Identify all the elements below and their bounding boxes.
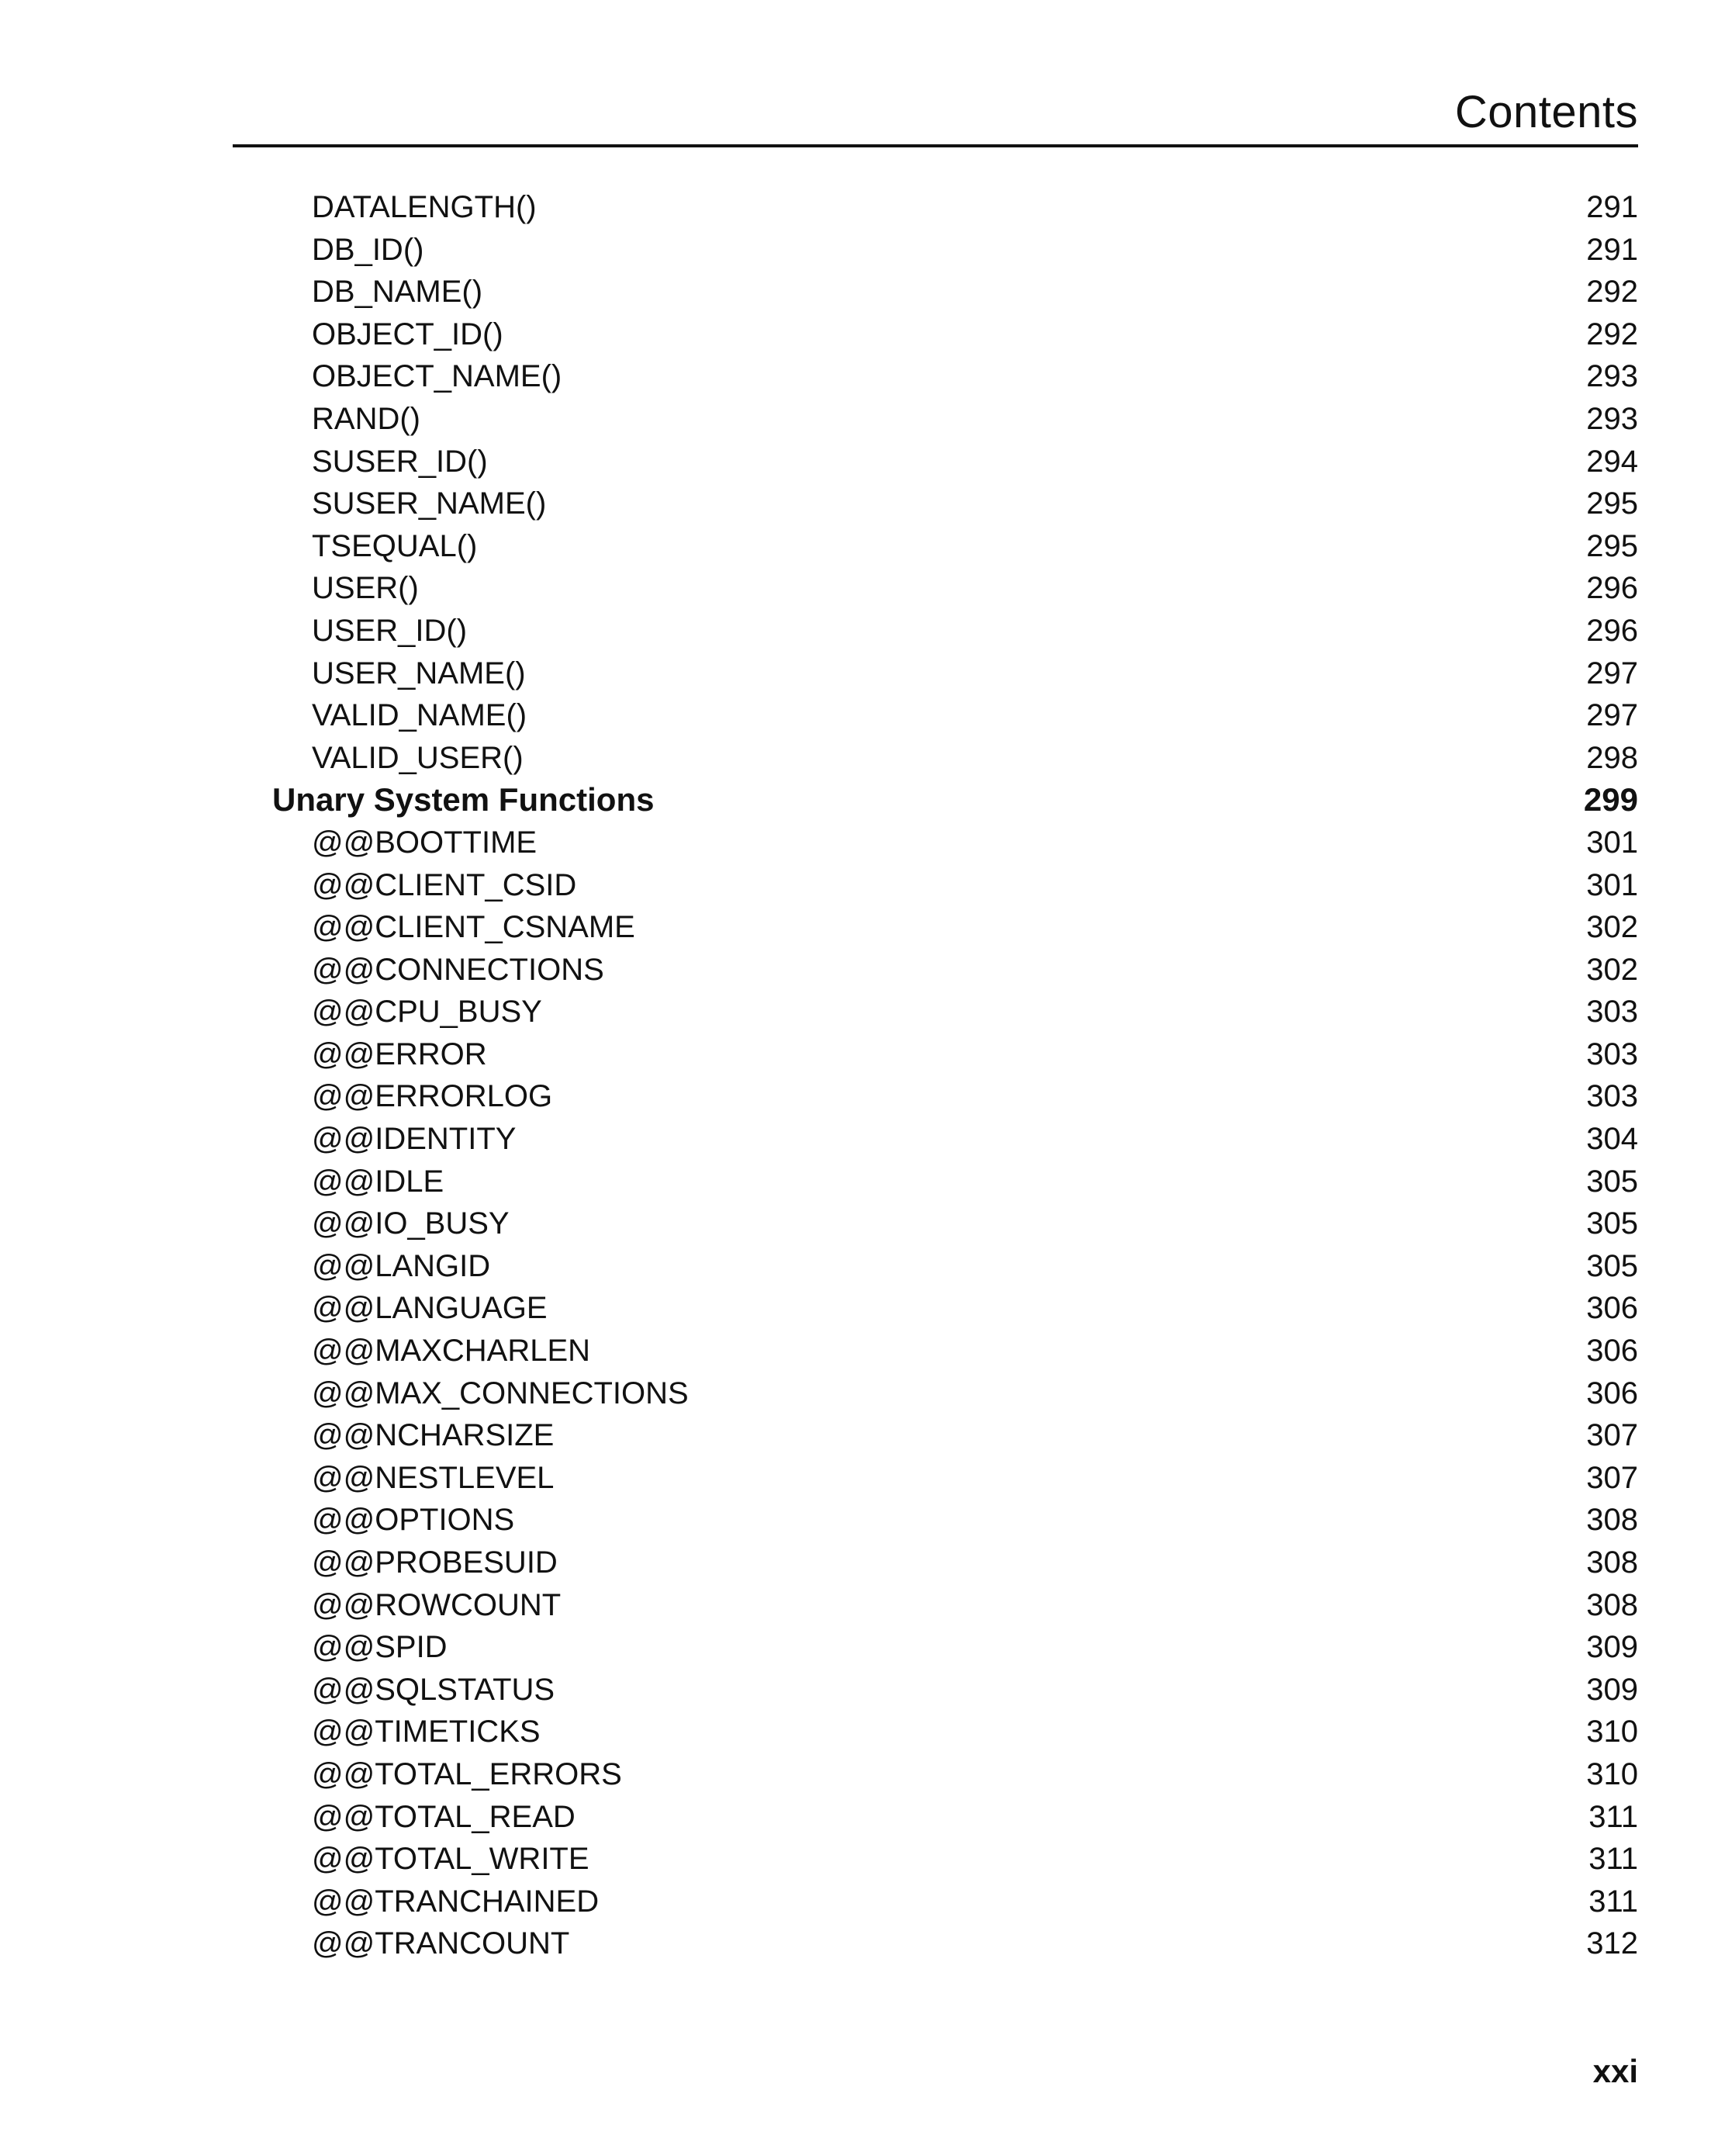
toc-entry-page-number: 303 <box>1586 995 1638 1030</box>
toc-entry <box>0 1330 1718 1372</box>
toc-entry-page-number: 310 <box>1586 1756 1638 1791</box>
toc-entry-title: Unary System Functions <box>272 781 655 818</box>
toc-entry <box>0 1161 1718 1203</box>
toc-entry-page-number: 291 <box>1586 190 1638 224</box>
toc-entry-title: @@LANGUAGE <box>312 1291 548 1326</box>
toc-entry-title: SUSER_NAME() <box>312 486 547 521</box>
toc-entry <box>0 1922 1718 1965</box>
toc-entry-title: USER_NAME() <box>312 656 526 690</box>
toc-entry <box>0 1075 1718 1118</box>
toc-entry <box>0 1881 1718 1923</box>
toc-entry-page-number: 308 <box>1586 1587 1638 1622</box>
toc-entry <box>0 1669 1718 1711</box>
toc-entry-title: @@OPTIONS <box>312 1503 515 1538</box>
toc-entry-page-number: 308 <box>1586 1503 1638 1538</box>
toc-entry-title: USER() <box>312 571 419 606</box>
toc-entry-page-number: 291 <box>1586 232 1638 267</box>
toc-entry-title: @@IDENTITY <box>312 1122 517 1157</box>
toc-entry-page-number: 299 <box>1583 781 1638 818</box>
toc-entry-page-number: 309 <box>1586 1630 1638 1665</box>
toc-entry-title: @@LANGID <box>312 1248 491 1283</box>
toc-entry-page-number: 302 <box>1586 910 1638 945</box>
toc-entry-page-number: 312 <box>1586 1926 1638 1961</box>
toc-entry <box>0 441 1718 483</box>
toc-entry <box>0 313 1718 356</box>
toc-entry-page-number: 295 <box>1586 528 1638 563</box>
toc-entry <box>0 525 1718 568</box>
page-folio: xxi <box>1592 2053 1638 2089</box>
toc-entry-page-number: 305 <box>1586 1206 1638 1241</box>
toc-entry-page-number: 305 <box>1586 1164 1638 1199</box>
toc-entry <box>0 355 1718 398</box>
toc-entry-page-number: 298 <box>1586 740 1638 775</box>
toc-entry <box>0 186 1718 229</box>
toc-entry-page-number: 311 <box>1588 1799 1638 1834</box>
toc-entry <box>0 1372 1718 1415</box>
toc-entry <box>0 1711 1718 1753</box>
toc-entry <box>0 652 1718 695</box>
header-rule <box>233 144 1638 147</box>
toc-entry-title: @@CPU_BUSY <box>312 995 542 1030</box>
toc-entry-page-number: 295 <box>1586 486 1638 521</box>
toc-entry-page-number: 301 <box>1586 867 1638 902</box>
toc-entry-title: @@TIMETICKS <box>312 1715 541 1749</box>
toc-entry <box>0 1838 1718 1881</box>
toc-entry-title: @@CONNECTIONS <box>312 952 604 987</box>
toc-entry <box>0 1499 1718 1542</box>
toc-entry-title: @@NCHARSIZE <box>312 1418 555 1453</box>
toc-entry-page-number: 308 <box>1586 1545 1638 1580</box>
toc-entry-page-number: 294 <box>1586 444 1638 479</box>
toc-entry <box>0 949 1718 991</box>
toc-entry <box>0 1796 1718 1839</box>
toc-entry-title: @@ROWCOUNT <box>312 1587 562 1622</box>
toc-entry-page-number: 296 <box>1586 613 1638 648</box>
toc-entry-page-number: 305 <box>1586 1248 1638 1283</box>
toc-entry-page-number: 303 <box>1586 1036 1638 1071</box>
toc-entry-title: USER_ID() <box>312 613 468 648</box>
toc-entry-title: OBJECT_ID() <box>312 317 503 351</box>
toc-entry <box>0 229 1718 272</box>
toc-entry <box>0 1118 1718 1161</box>
toc-entry-page-number: 292 <box>1586 275 1638 310</box>
toc-entry-title: @@CLIENT_CSID <box>312 867 577 902</box>
toc-entry-title: @@TOTAL_READ <box>312 1799 576 1834</box>
toc-entry-page-number: 293 <box>1586 401 1638 436</box>
toc-entry-title: @@BOOTTIME <box>312 825 538 860</box>
toc-entry-title: @@ERROR <box>312 1036 487 1071</box>
toc-entry-title: @@PROBESUID <box>312 1545 558 1580</box>
running-head: Contents <box>1454 87 1638 137</box>
toc-entry-page-number: 304 <box>1586 1122 1638 1157</box>
toc-entry-title: @@SQLSTATUS <box>312 1672 555 1707</box>
toc-entry-page-number: 307 <box>1586 1460 1638 1495</box>
toc-entry <box>0 1584 1718 1627</box>
toc-entry-page-number: 292 <box>1586 317 1638 351</box>
toc-entry <box>0 1542 1718 1584</box>
toc-entry <box>0 1203 1718 1245</box>
table-of-contents <box>0 186 1718 1965</box>
toc-entry-title: @@TOTAL_WRITE <box>312 1842 589 1877</box>
toc-entry-title: @@TRANCHAINED <box>312 1884 600 1919</box>
toc-entry <box>0 864 1718 907</box>
toc-entry <box>0 991 1718 1033</box>
toc-entry-page-number: 310 <box>1586 1715 1638 1749</box>
toc-entry-title: @@SPID <box>312 1630 448 1665</box>
toc-entry-title: OBJECT_NAME() <box>312 359 562 394</box>
toc-section-entry <box>0 779 1718 822</box>
toc-entry <box>0 271 1718 313</box>
toc-entry-page-number: 311 <box>1588 1884 1638 1919</box>
toc-entry-page-number: 306 <box>1586 1376 1638 1410</box>
toc-entry-page-number: 301 <box>1586 825 1638 860</box>
toc-entry-page-number: 306 <box>1586 1291 1638 1326</box>
toc-entry-title: VALID_USER() <box>312 740 524 775</box>
toc-entry-page-number: 296 <box>1586 571 1638 606</box>
toc-entry <box>0 1033 1718 1076</box>
toc-entry-title: @@CLIENT_CSNAME <box>312 910 635 945</box>
toc-entry-title: DATALENGTH() <box>312 190 537 224</box>
toc-entry <box>0 398 1718 441</box>
toc-entry <box>0 567 1718 610</box>
toc-entry <box>0 1753 1718 1796</box>
toc-entry-title: DB_NAME() <box>312 275 483 310</box>
toc-entry <box>0 483 1718 525</box>
toc-entry-title: RAND() <box>312 401 420 436</box>
toc-entry-title: @@TOTAL_ERRORS <box>312 1756 622 1791</box>
toc-entry-title: @@ERRORLOG <box>312 1079 553 1114</box>
toc-entry <box>0 737 1718 780</box>
toc-entry <box>0 610 1718 652</box>
toc-entry-page-number: 302 <box>1586 952 1638 987</box>
toc-entry-title: DB_ID() <box>312 232 424 267</box>
toc-entry-page-number: 293 <box>1586 359 1638 394</box>
toc-entry-page-number: 311 <box>1588 1842 1638 1877</box>
toc-entry-page-number: 306 <box>1586 1334 1638 1369</box>
toc-entry-page-number: 297 <box>1586 656 1638 690</box>
toc-entry <box>0 1414 1718 1457</box>
toc-entry-page-number: 309 <box>1586 1672 1638 1707</box>
toc-entry-title: @@NESTLEVEL <box>312 1460 555 1495</box>
toc-entry-page-number: 307 <box>1586 1418 1638 1453</box>
toc-entry-page-number: 297 <box>1586 698 1638 733</box>
toc-entry <box>0 694 1718 737</box>
toc-entry <box>0 822 1718 864</box>
toc-entry-title: @@TRANCOUNT <box>312 1926 570 1961</box>
toc-entry-title: @@IO_BUSY <box>312 1206 510 1241</box>
toc-entry-title: SUSER_ID() <box>312 444 488 479</box>
toc-entry-title: TSEQUAL() <box>312 528 478 563</box>
toc-entry-title: @@MAXCHARLEN <box>312 1334 591 1369</box>
toc-entry <box>0 1245 1718 1288</box>
toc-entry-title: @@IDLE <box>312 1164 444 1199</box>
toc-entry-title: @@MAX_CONNECTIONS <box>312 1376 689 1410</box>
toc-entry <box>0 1626 1718 1669</box>
toc-entry-page-number: 303 <box>1586 1079 1638 1114</box>
toc-entry <box>0 1457 1718 1500</box>
toc-entry-title: VALID_NAME() <box>312 698 527 733</box>
toc-entry <box>0 1287 1718 1330</box>
toc-entry <box>0 906 1718 949</box>
